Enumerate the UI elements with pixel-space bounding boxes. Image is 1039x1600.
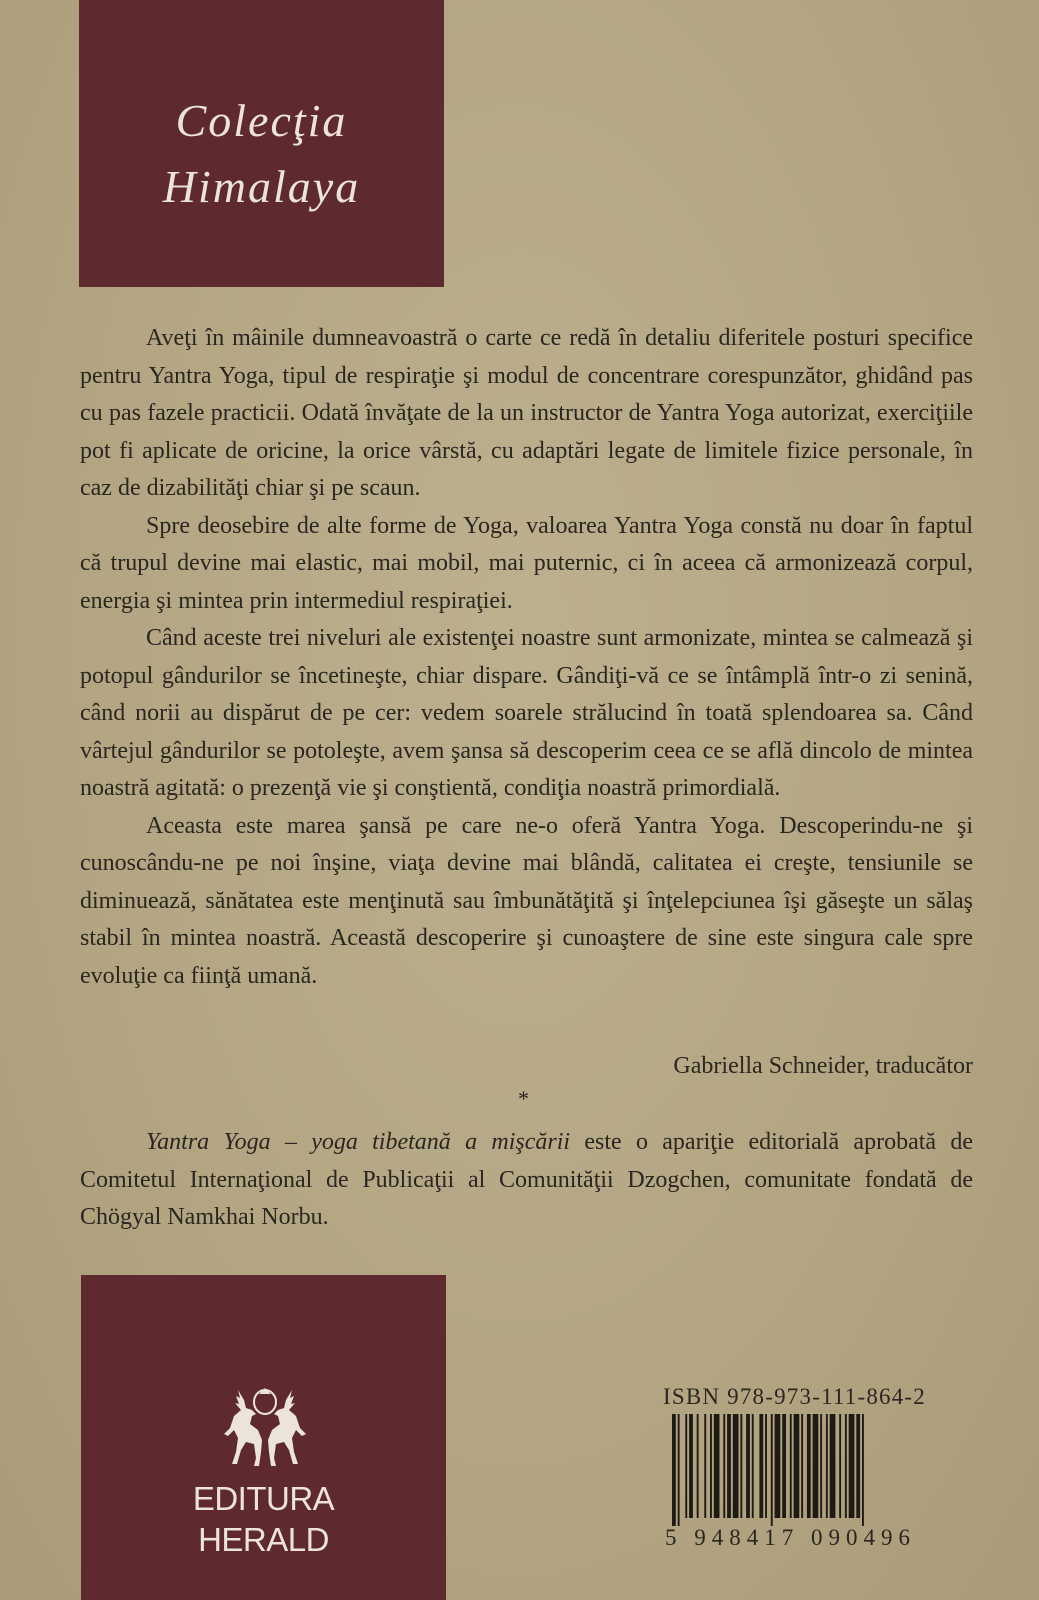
translator-signature: Gabriella Schneider, traducător bbox=[673, 1053, 973, 1079]
barcode-bar bbox=[714, 1414, 720, 1518]
blurb-paragraph: Aceasta este marea şansă pe care ne-o oferă Yantra Yoga. Descoperindu-ne şi cunoscându-ne pe noi înşine, viaţa devine mai blândă, calitatea ei creşte, tensiunile se diminuează, sănătatea este menţinută sau îmbunătăţită şi înţelepciunea îşi găseşte un sălaş stabil în mintea noastră. Această descoperire şi cunoaştere de sine este singura cale spre evoluţie ca fiinţă umană. bbox=[80, 812, 973, 989]
back-cover-blurb bbox=[80, 320, 973, 995]
collection-name-line2: Himalaya bbox=[162, 160, 361, 212]
barcode-bar bbox=[830, 1414, 836, 1518]
blurb-paragraph: Când aceste trei niveluri ale existenţei noastre sunt armonizate, mintea se calmează şi potopul gândurilor se încetineşte, chiar dispare. Gândiţi-vă ce se întâmplă într-o zi senină, când norii au dispărut de pe cer: vedem soarele strălucind în toată splendoarea sa. Când vârtejul gândurilor se potoleşte, avem şansa să descoperim ceea ce se află dincolo de mintea noastră agitată: o prezenţă vie şi conştientă, condiţia noastră primordială. bbox=[80, 625, 973, 801]
blurb-paragraph: Aveţi în mâinile dumneavoastră o carte ce redă în detaliu diferitele posturi specifice pentru Yantra Yoga, tipul de respiraţie şi modul de concentrare corespunzător, ghidând pas cu pas fazele practicii. Odată învăţate de la un instructor de Yantra Yoga autorizat, exerciţiile pot fi aplicate de oricine, la orice vârstă, cu adaptări legate de limitele fizice personale, în caz de dizabilităţi chiar şi pe scaun. bbox=[80, 325, 973, 501]
barcode-bar bbox=[826, 1414, 828, 1518]
barcode-bar bbox=[782, 1414, 786, 1518]
barcode-bar bbox=[820, 1414, 822, 1518]
barcode-bar bbox=[839, 1414, 841, 1518]
barcode-bar bbox=[862, 1414, 864, 1526]
editorial-note bbox=[80, 1124, 973, 1237]
barcode-bar bbox=[740, 1414, 742, 1518]
barcode-bar bbox=[759, 1414, 763, 1518]
barcode-bar bbox=[794, 1414, 800, 1518]
barcode-bar bbox=[672, 1414, 676, 1526]
barcode-bar bbox=[775, 1414, 781, 1518]
publisher-banner bbox=[81, 1275, 446, 1600]
isbn-label: ISBN 978-973-111-864-2 bbox=[663, 1384, 926, 1409]
barcode-bar bbox=[678, 1414, 680, 1526]
collection-banner bbox=[79, 0, 444, 287]
blurb-paragraph: Spre deosebire de alte forme de Yoga, valoarea Yantra Yoga constă nu doar în faptul că trupul devine mai elastic, mai mobil, mai puternic, ci în aceea că armonizează corpul, energia şi mintea prin intermediul respiraţiei. bbox=[80, 512, 973, 614]
editorial-note-text: este o apariţie editorială aprobată de Comitetul Internaţional de Publicaţii al Comunităţii Dzogchen, comunitate fondată de Chögyal Namkhai Norbu. bbox=[80, 1129, 973, 1230]
barcode-bar bbox=[733, 1414, 739, 1518]
barcode-bar bbox=[697, 1414, 699, 1518]
barcode-digits: 5 948417 090496 bbox=[665, 1525, 916, 1550]
barcode-image bbox=[670, 1414, 938, 1526]
barcode-bar bbox=[752, 1414, 754, 1518]
barcode-bar bbox=[801, 1414, 803, 1518]
barcode-bar bbox=[723, 1414, 725, 1518]
publisher-name-line1: EDITURA bbox=[192, 1480, 335, 1517]
barcode-bar bbox=[856, 1414, 860, 1518]
barcode-bar bbox=[807, 1414, 811, 1518]
barcode-bar bbox=[790, 1414, 792, 1518]
barcode-bar bbox=[813, 1414, 819, 1518]
barcode-bar bbox=[845, 1414, 847, 1518]
barcode-bar bbox=[689, 1414, 693, 1518]
barcode-bar bbox=[685, 1414, 687, 1518]
barcode-bar bbox=[771, 1414, 773, 1526]
barcode-bar bbox=[746, 1414, 750, 1518]
book-title: Yantra Yoga – yoga tibetană a mişcării bbox=[146, 1129, 571, 1155]
herald-deer-crest-icon bbox=[216, 1380, 314, 1470]
section-separator: * bbox=[518, 1086, 529, 1111]
barcode-bar bbox=[710, 1414, 712, 1518]
barcode-bar bbox=[704, 1414, 706, 1518]
barcode-bar bbox=[849, 1414, 855, 1518]
barcode-bar bbox=[727, 1414, 731, 1518]
collection-name-line1: Colecţia bbox=[175, 94, 348, 146]
barcode-bar bbox=[765, 1414, 767, 1518]
publisher-name-line2: HERALD bbox=[198, 1521, 329, 1558]
editorial-note-paragraph bbox=[80, 1124, 973, 1237]
